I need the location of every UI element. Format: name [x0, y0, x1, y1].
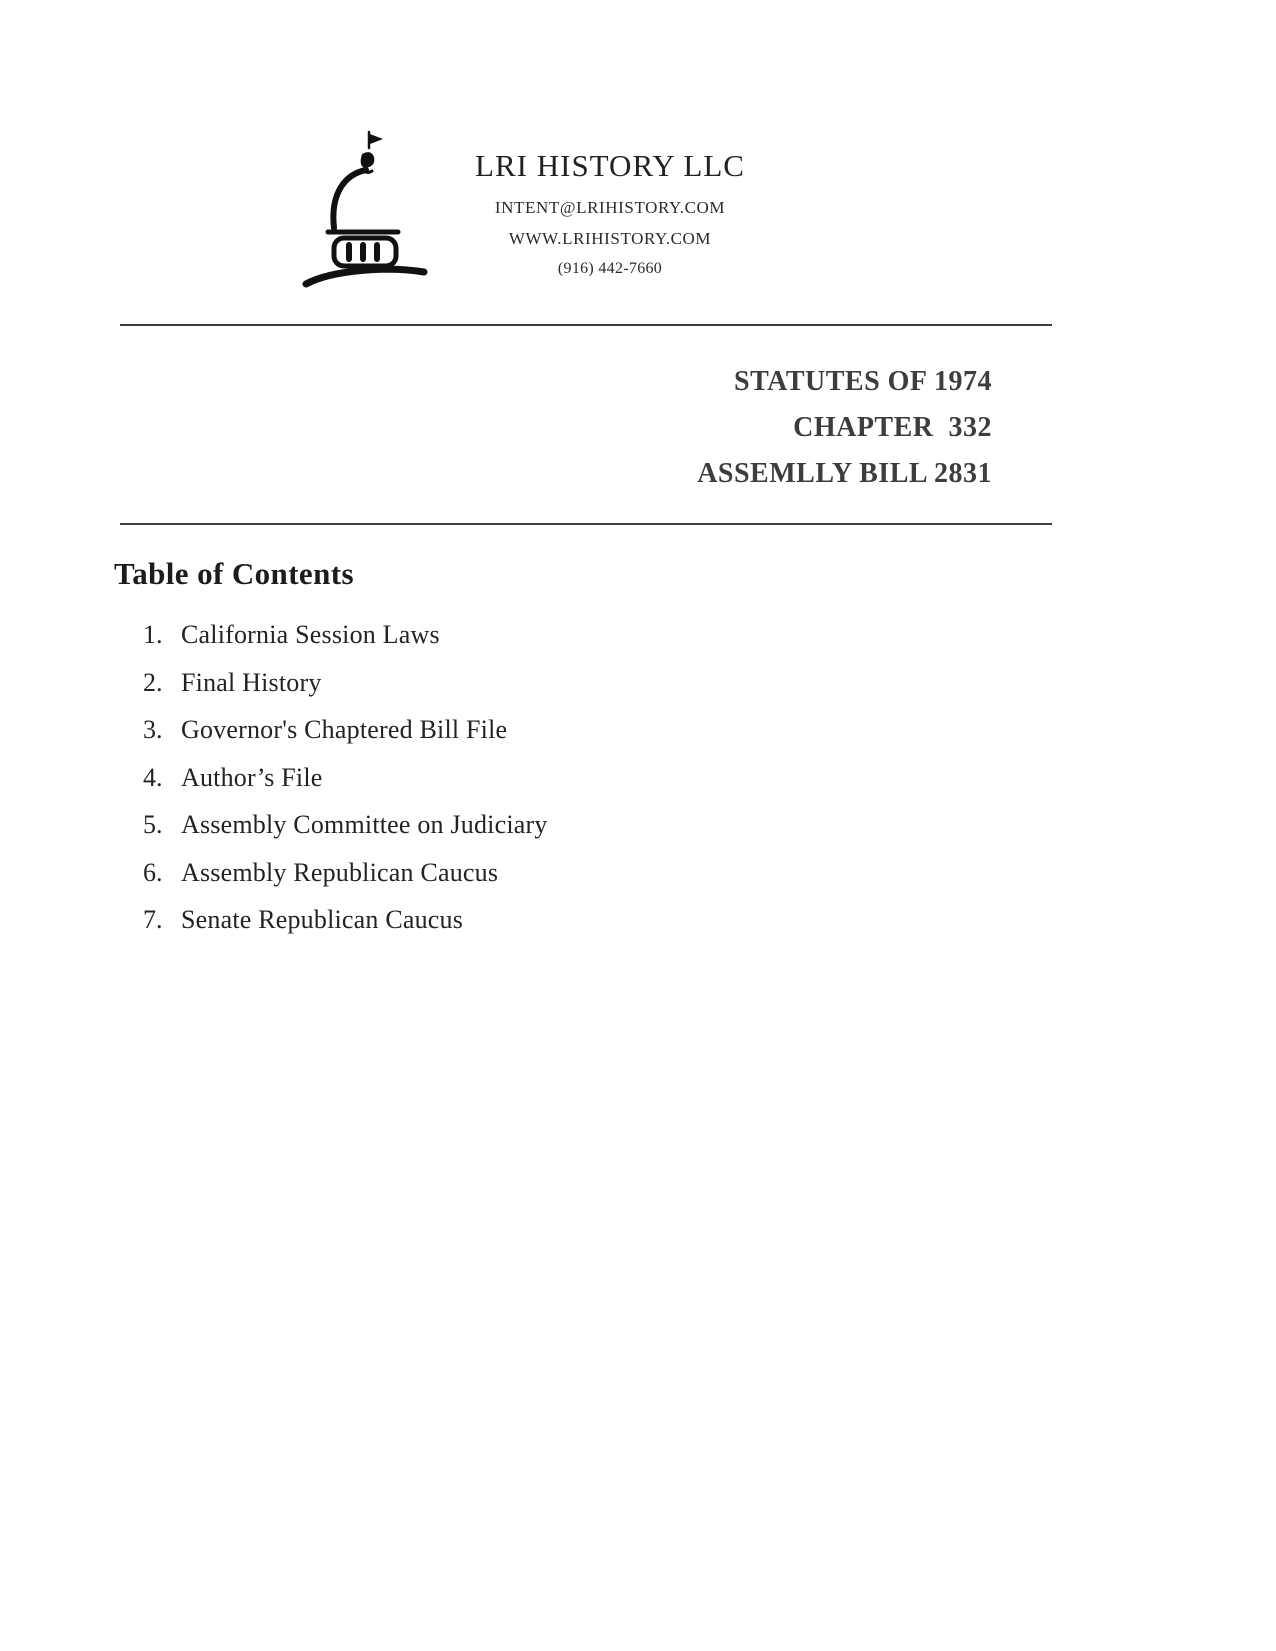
statutes-line-1: STATUTES OF 1974: [734, 366, 992, 397]
toc-item-number: 2.: [143, 667, 163, 697]
statutes-block: [420, 366, 992, 504]
toc-item: [143, 858, 943, 906]
toc-item-label: California Session Laws: [181, 620, 440, 649]
toc-item-label: Author’s File: [181, 762, 323, 792]
toc-item-number: 4.: [143, 762, 163, 792]
divider-bottom: [120, 523, 1052, 525]
toc-item-number: 5.: [143, 810, 163, 839]
toc-item-label: Assembly Committee on Judiciary: [181, 810, 548, 839]
toc-item-number: 7.: [143, 905, 163, 934]
toc-item-label: Assembly Republican Caucus: [181, 857, 499, 887]
toc-item: [143, 810, 943, 858]
toc-item: [143, 905, 943, 953]
toc-item: [143, 763, 943, 811]
company-email: INTENT@LRIHISTORY.COM: [494, 198, 726, 217]
toc-item: [143, 620, 943, 668]
toc-item-label: Governor's Chaptered Bill File: [181, 715, 508, 744]
company-website: WWW.LRIHISTORY.COM: [508, 229, 712, 248]
toc-item: [143, 668, 943, 716]
toc-item-number: 6.: [143, 857, 163, 887]
statutes-line-2: CHAPTER 332: [793, 412, 992, 443]
toc-item-label: Senate Republican Caucus: [181, 905, 464, 934]
toc-item-label: Final History: [181, 667, 322, 697]
toc-heading: Table of Contents: [114, 556, 354, 591]
company-name: LRI HISTORY LLC: [475, 148, 745, 183]
company-block: [420, 148, 800, 289]
toc-item-number: 1.: [143, 620, 163, 649]
toc-item: [143, 715, 943, 763]
toc-list: [143, 620, 943, 953]
divider-top: [120, 324, 1052, 326]
toc-item-number: 3.: [143, 715, 163, 744]
statutes-line-3: ASSEMLLY BILL 2831: [697, 458, 992, 489]
company-phone: (916) 442-7660: [557, 260, 663, 277]
